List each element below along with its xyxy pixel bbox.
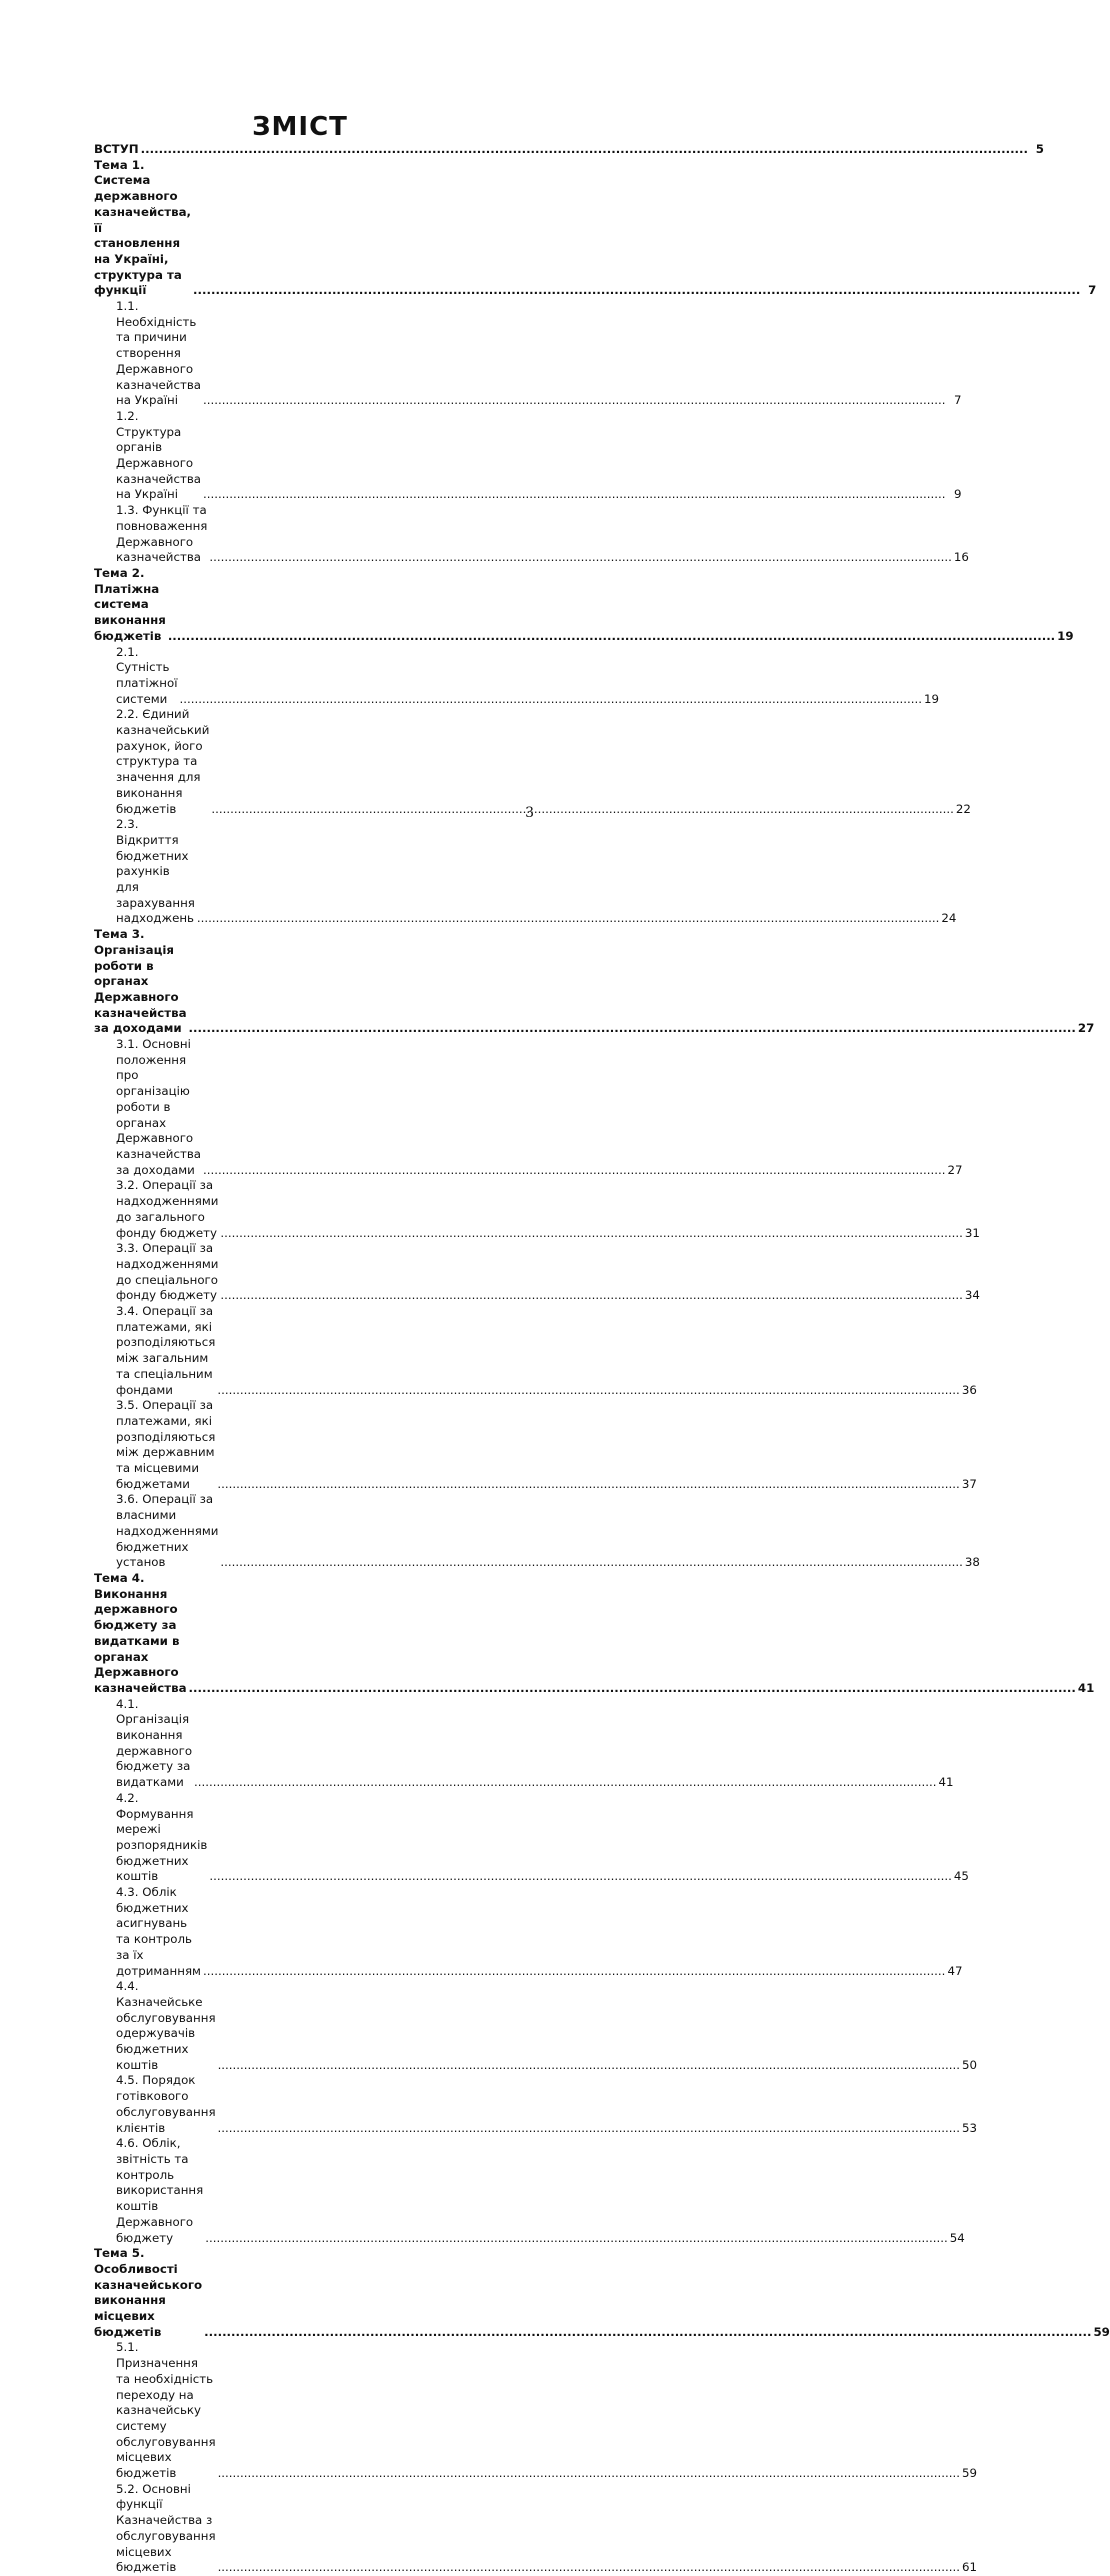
toc-leader-dots: [209, 550, 951, 566]
toc-leader-dots: [194, 1775, 936, 1791]
toc-subsection-entry: [94, 2073, 978, 2136]
toc-entry-text: 4.3. Облік бюджетних асигнувань та контроль за їх дотриманням: [116, 1885, 201, 1978]
toc-subsection-entry: [94, 1037, 963, 1178]
toc-subsection-entry: [94, 299, 962, 409]
toc-subsection-entry: [94, 1241, 980, 1304]
toc-page-number: 59: [1093, 2324, 1110, 2339]
toc-page-number: 37: [961, 1476, 977, 1491]
toc-leader-dots: [141, 142, 1028, 158]
toc-entry-text: Тема 4. Виконання державного бюджету за видатками в органах Державного казначейства: [94, 1570, 187, 1695]
toc-entry-text: 1.2. Структура органів Державного казначейства на Україні: [116, 408, 202, 502]
toc-leader-dots: [218, 2121, 960, 2137]
toc-page-number: 47: [947, 1963, 963, 1978]
toc-leader-dots: [189, 1681, 1076, 1697]
toc-page-number: 7: [953, 393, 962, 408]
toc-topic-entry: [94, 2246, 1110, 2340]
toc-subsection-entry: [94, 1492, 980, 1571]
toc-page-number: 38: [964, 1555, 980, 1570]
toc-entry-text: 2.1. Сутність платіжної системи: [116, 644, 178, 706]
toc-page-number: 7: [1088, 283, 1097, 298]
toc-entry-text: Тема 1. Система державного казначейства, її становлення на Україні, структура та функції: [94, 157, 192, 298]
toc-subsection-entry: [94, 2481, 978, 2576]
toc-page-number: 59: [962, 2466, 978, 2481]
toc-page-number: 34: [964, 1288, 980, 1303]
toc-entry-text: 4.5. Порядок готівкового обслуговування клієнтів: [116, 2073, 216, 2135]
toc-leader-dots: [168, 629, 1055, 645]
toc-entry-text: Тема 3. Організація роботи в органах Державного казначейства за доходами: [94, 927, 187, 1036]
toc-leader-dots: [209, 1869, 951, 1885]
toc-entry-text: ВСТУП: [94, 142, 139, 156]
toc-page-number: 31: [964, 1225, 980, 1240]
toc-page-number: 22: [955, 801, 971, 816]
toc-subsection-entry: [94, 1790, 969, 1885]
toc-subsection-entry: [94, 707, 971, 817]
toc-subsection-entry: [94, 644, 939, 708]
toc-page-number: 16: [953, 550, 969, 565]
toc-subsection-entry: [94, 2136, 965, 2246]
toc-entry-text: 1.1. Необхідність та причини створення Державного казначейства на Україні: [116, 299, 202, 408]
toc-page-number: 24: [941, 911, 957, 926]
page-number: 3: [525, 805, 534, 821]
toc-entry-text: 3.1. Основні положення про організацію роботи в органах Державного казначейства за доходами: [116, 1037, 202, 1177]
toc-leader-dots: [220, 1555, 962, 1571]
toc-page-number: 5: [1035, 142, 1044, 156]
toc-page-number: 27: [1077, 1021, 1095, 1036]
toc-leader-dots: [217, 1383, 959, 1399]
toc-entry-text: 3.4. Операції за платежами, які розподіляються між загальним та спеціальним фондами: [116, 1304, 216, 1397]
toc-subsection-entry: [94, 817, 957, 927]
toc-entry-text: 4.4. Казначейське обслуговування одержувачів бюджетних коштів: [116, 1979, 216, 2072]
toc-page-number: 19: [923, 691, 939, 706]
toc-subsection-entry: [94, 1178, 980, 1241]
toc-leader-dots: [218, 2058, 960, 2074]
toc-leader-dots: [211, 802, 953, 818]
toc-entry-text: Тема 5. Особливості казначейського виконання місцевих бюджетів: [94, 2246, 203, 2339]
toc-entry-text: 3.6. Операції за власними надходженнями бюджетних установ: [116, 1492, 219, 1570]
toc-entry-text: 5.1. Призначення та необхідність переходу на казначейську систему обслуговування місцевих бюджетів: [116, 2340, 216, 2481]
toc-subsection-entry: [94, 408, 962, 503]
toc-topic-entry: [94, 142, 1044, 158]
page-title: ЗМІСТ: [252, 112, 348, 142]
toc-page-number: 50: [962, 2057, 978, 2072]
toc-leader-dots: [197, 911, 939, 927]
toc-page-number: 53: [962, 2120, 978, 2135]
toc-entry-text: 5.2. Основні функції Казначейства з обслуговування місцевих бюджетів: [116, 2481, 216, 2575]
toc-entry-text: 3.3. Операції за надходженнями до спеціального фонду бюджету: [116, 1241, 219, 1303]
toc-leader-dots: [205, 2231, 947, 2247]
toc-topic-entry: [94, 565, 1074, 645]
toc-leader-dots: [218, 2560, 960, 2576]
toc-subsection-entry: [94, 503, 969, 566]
toc-leader-dots: [203, 1163, 945, 1179]
toc-page-number: 41: [938, 1775, 954, 1790]
toc-page-number: 27: [947, 1162, 963, 1177]
toc-entry-text: 2.3. Відкриття бюджетних рахунків для зарахування надходжень: [116, 817, 195, 926]
toc-entry-text: 3.2. Операції за надходженнями до загального фонду бюджету: [116, 1178, 219, 1240]
toc-subsection-entry: [94, 2340, 978, 2481]
toc-leader-dots: [220, 1288, 962, 1304]
toc-leader-dots: [204, 2325, 1091, 2341]
toc-entry-text: Тема 2. Платіжна система виконання бюджетів: [94, 565, 166, 643]
toc-subsection-entry: [94, 1696, 954, 1791]
toc-leader-dots: [218, 2466, 960, 2482]
toc-page-number: 61: [962, 2560, 978, 2575]
toc-leader-dots: [179, 692, 921, 708]
toc-entry-text: 4.1. Організація виконання державного бюджету за видатками: [116, 1696, 193, 1790]
toc-page-number: 19: [1057, 628, 1074, 643]
toc-subsection-entry: [94, 1398, 977, 1492]
toc-leader-dots: [220, 1226, 962, 1242]
toc-entry-text: 4.2. Формування мережі розпорядників бюджетних коштів: [116, 1790, 208, 1884]
toc-subsection-entry: [94, 1885, 963, 1979]
toc-topic-entry: [94, 157, 1097, 299]
toc-leader-dots: [217, 1477, 959, 1493]
toc-topic-entry: [94, 927, 1095, 1037]
toc-subsection-entry: [94, 1979, 978, 2073]
toc-entry-text: 2.2. Єдиний казначейський рахунок, його структура та значення для виконання бюджетів: [116, 707, 210, 816]
toc-leader-dots: [203, 1964, 945, 1980]
table-of-contents: [94, 142, 1110, 2576]
toc-leader-dots: [203, 393, 945, 409]
toc-entry-text: 1.3. Функції та повноваження Державного казначейства: [116, 503, 208, 565]
toc-page-number: 36: [961, 1382, 977, 1397]
toc-page-number: 41: [1077, 1680, 1095, 1695]
toc-leader-dots: [203, 487, 945, 503]
toc-page-number: 54: [949, 2230, 965, 2245]
toc-topic-entry: [94, 1570, 1095, 1697]
toc-entry-text: 3.5. Операції за платежами, які розподіляються між державним та місцевими бюджетами: [116, 1398, 216, 1491]
toc-leader-dots: [189, 1021, 1076, 1037]
toc-page-number: 9: [953, 487, 962, 502]
toc-leader-dots: [193, 283, 1080, 299]
toc-entry-text: 4.6. Облік, звітність та контроль використання коштів Державного бюджету: [116, 2136, 204, 2245]
toc-page-number: 45: [953, 1869, 969, 1884]
toc-subsection-entry: [94, 1304, 977, 1398]
